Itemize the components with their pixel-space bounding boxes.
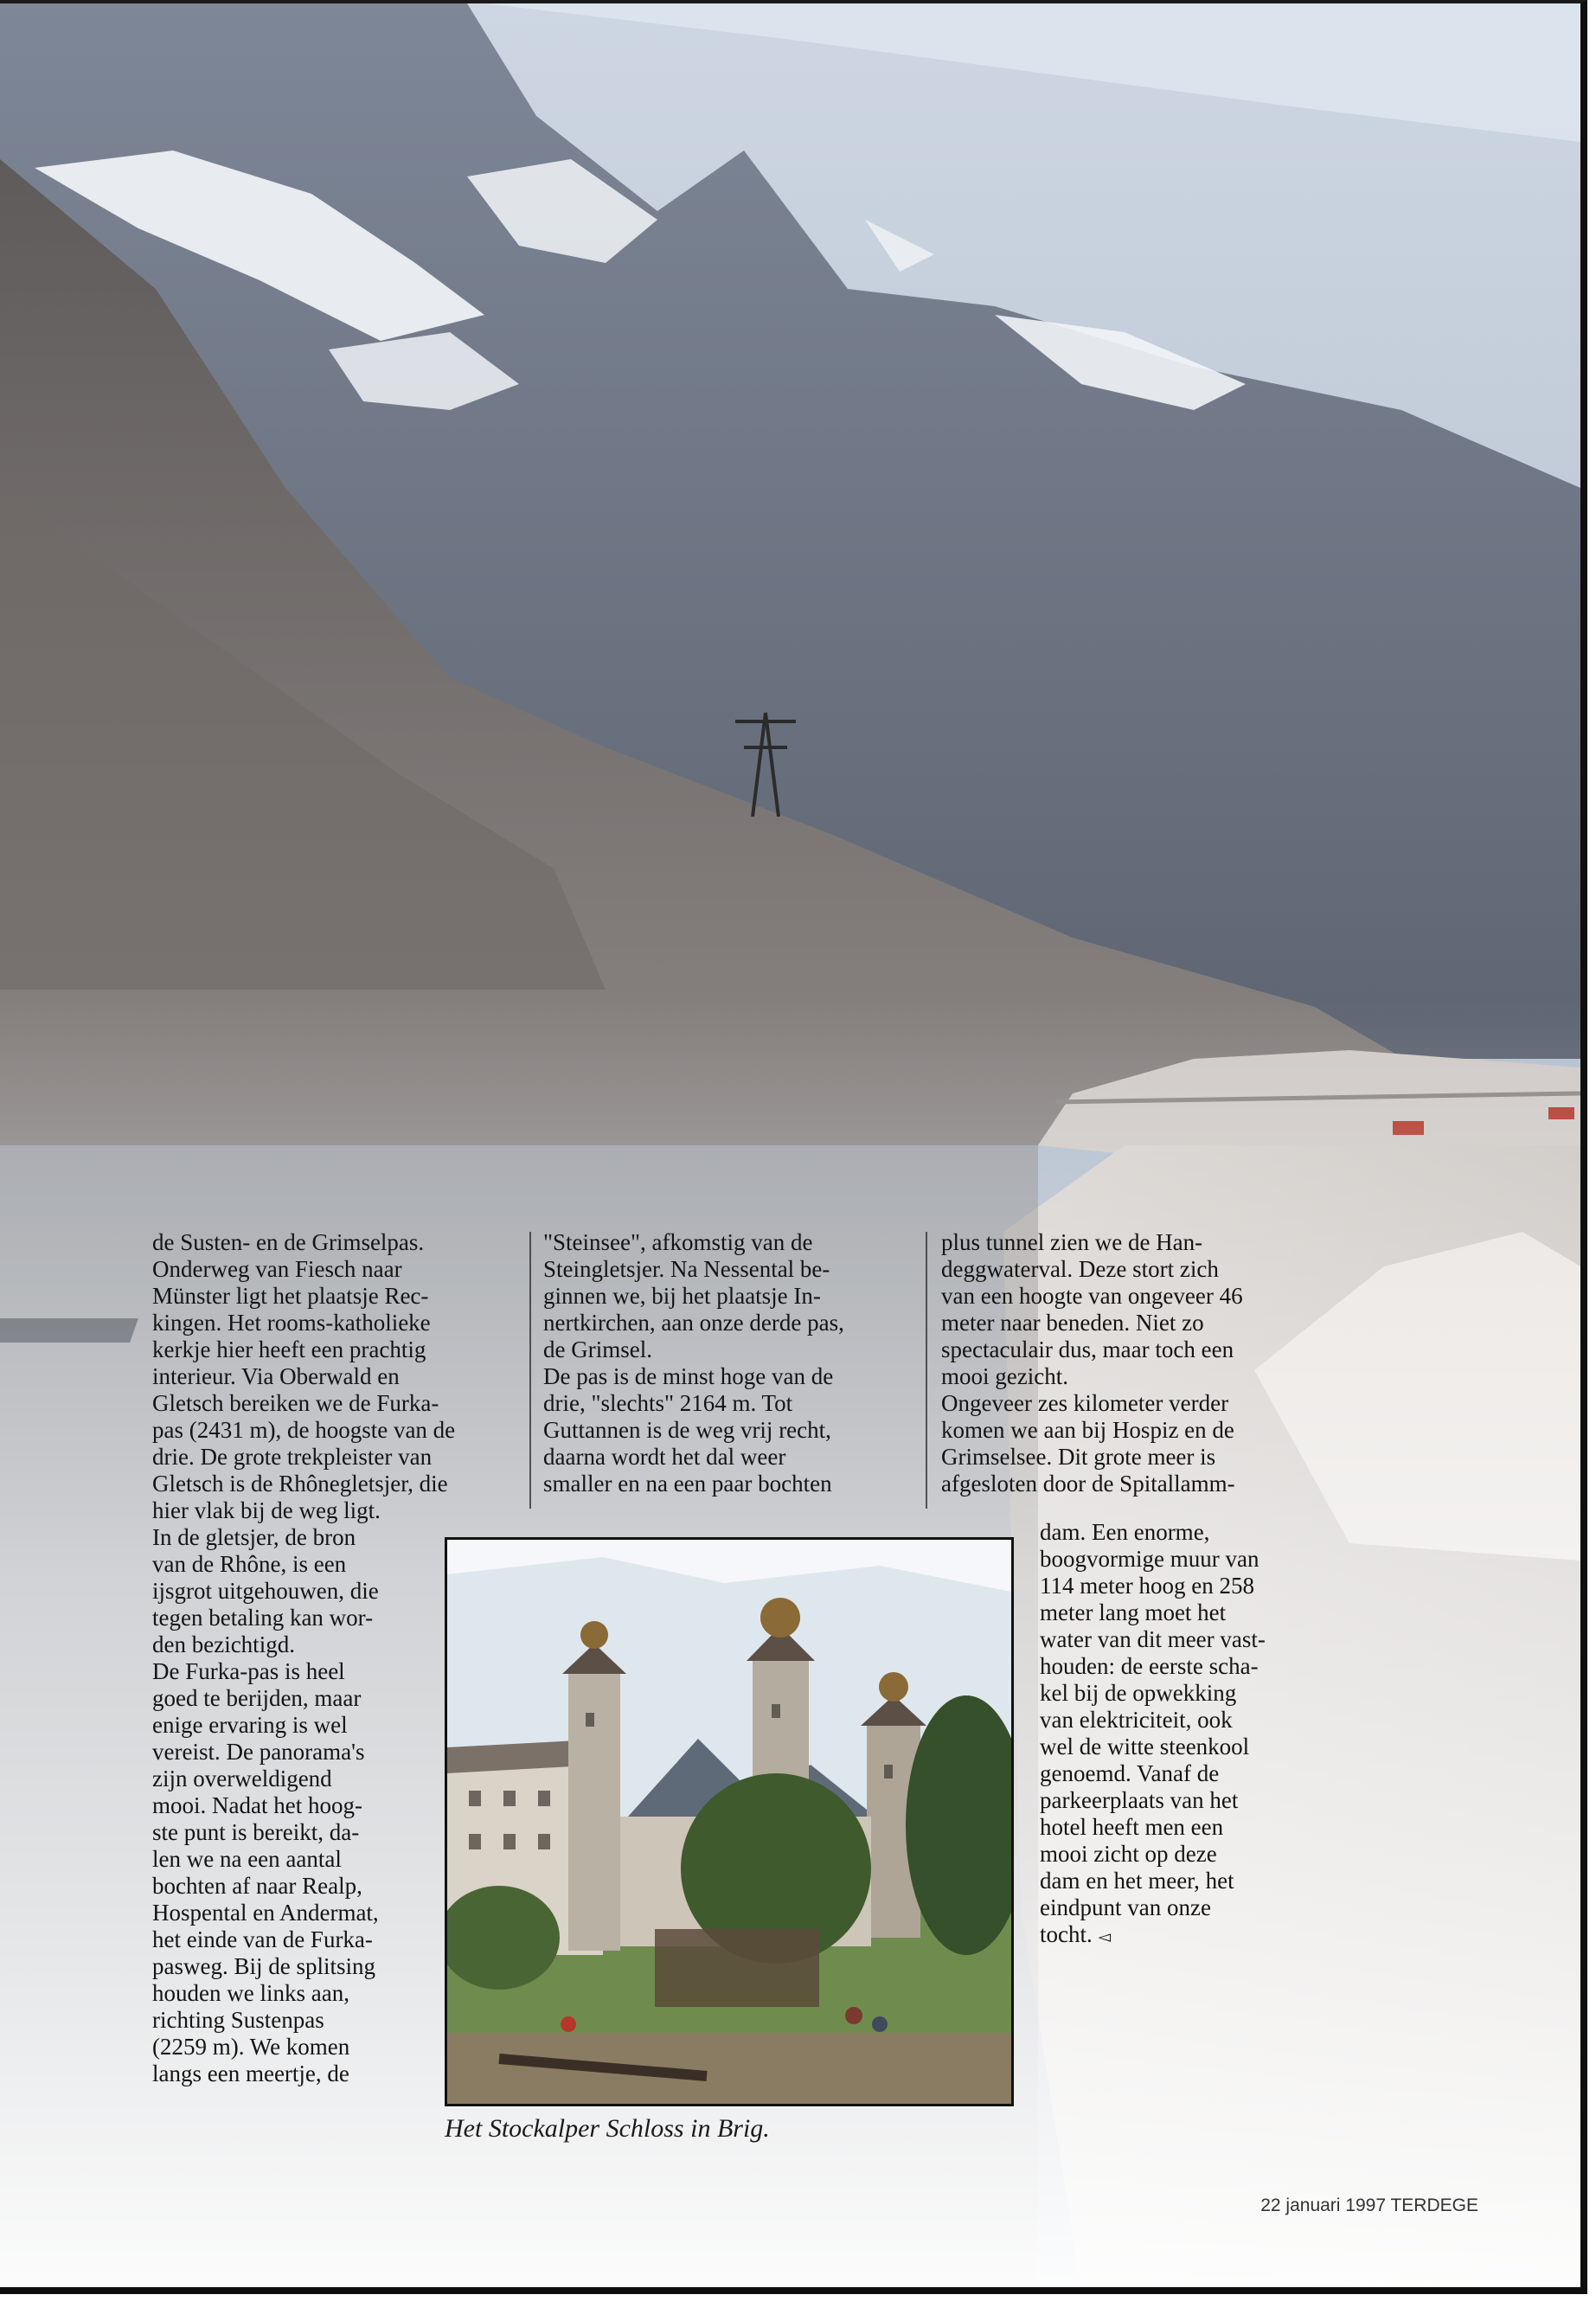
end-of-article-icon: ◅: [1098, 1927, 1112, 1946]
article-column-1: de Susten- en de Grimselpas. Onderweg van Fiesch naar Münster ligt het plaatsje Rec- kingen. Het rooms-katholieke kerkje hier heeft een prachtig interieur. Via Oberwald en Gletsch bereiken we de Furka- pas (2431 m), de hoogste van de drie. De grote trekpleister van Gletsch is de Rhônegletsjer, die hier vlak bij de weg ligt. In de gletsjer, de bron van de Rhône, is een ijsgrot uitgehouwen, die tegen betaling kan wor- den bezichtigd. De Furka-pas is heel goed te berijden, maar enige ervaring is wel vereist. De panorama's zijn overweldigend mooi. Nadat het hoog- ste punt is bereikt, da- len we na een aantal bochten af naar Realp, Hospental en Andermat, het einde van de Furka- pasweg. Bij de splitsing houden we links aan, richting Sustenpas (2259 m). We komen langs een meertje, de: [152, 1229, 456, 2086]
page-footer: 22 januari 1997 TERDEGE: [1260, 2195, 1478, 2215]
article-column-3-bottom: [1040, 1519, 1334, 1951]
column-rule-2: [926, 1232, 927, 1509]
article-column-3-top: plus tunnel zien we de Han- deggwaterval. Deze stort zich van een hoogte van ongeveer 46 meter naar beneden. Niet zo spectaculair dus, maar toch een mooi gezicht. Ongeveer zes kilometer verder komen we aan bij Hospiz en de Grimselsee. Dit grote meer is afgesloten door de Spitallamm-: [941, 1229, 1243, 1497]
article-column-2: "Steinsee", afkomstig van de Steingletsjer. Na Nessental be- ginnen we, bij het plaatsje In- nertkirchen, aan onze derde pas, de Grimsel. De pas is de minst hoge van de drie, "slechts" 2164 m. Tot Guttannen is de weg vrij recht, daarna wordt het dal weer smaller en na een paar bochten: [543, 1229, 844, 1497]
photo-caption: Het Stockalper Schloss in Brig.: [445, 2114, 770, 2143]
stockalper-castle-photo: [445, 1537, 1014, 2106]
castle-illustration: [447, 1540, 1011, 2104]
column-rule-1: [529, 1232, 531, 1509]
article-column-3-bottom-text: dam. Een enorme, boogvormige muur van 114 meter hoog en 258 meter lang moet het water van dit meer vast- houden: de eerste scha- kel bij de opwekking van elektriciteit, ook wel de witte steenkool genoemd. Vanaf de parkeerplaats van het hotel heeft men een mooi zicht op deze dam en het meer, het eindpunt van onze tocht.: [1040, 1519, 1266, 1947]
